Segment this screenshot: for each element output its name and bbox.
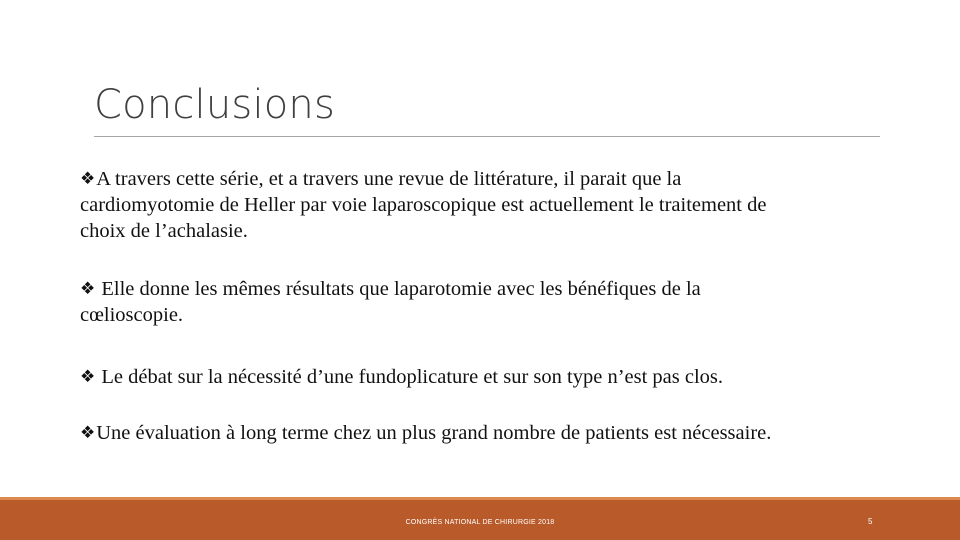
bullet-paragraph-2 <box>80 276 900 328</box>
bullet-3-line-1: Le débat sur la nécessité d’une fundoplicature et sur son type n’est pas clos. <box>96 366 724 388</box>
title-divider <box>94 136 880 137</box>
bullet-1-line-3: choix de l’achalasie. <box>80 220 248 242</box>
bullet-paragraph-1 <box>80 166 900 244</box>
diamond-bullet-icon: ❖ <box>80 423 96 442</box>
bullet-paragraph-4 <box>80 420 900 446</box>
bullet-2-line-2: cœlioscopie. <box>80 304 184 326</box>
bullet-1-line-1: A travers cette série, et a travers une revue de littérature, il parait que la <box>96 168 682 190</box>
bullet-1-line-2: cardiomyotomie de Heller par voie laparoscopique est actuellement le traitement de <box>80 194 767 216</box>
diamond-bullet-icon: ❖ <box>80 169 96 188</box>
bullet-2-line-1: Elle donne les mêmes résultats que laparotomie avec les bénéfiques de la <box>96 278 701 300</box>
page-number: 5 <box>868 517 873 526</box>
diamond-bullet-icon: ❖ <box>80 367 96 386</box>
bullet-paragraph-3 <box>80 364 900 390</box>
slide-title: Conclusions <box>94 82 336 128</box>
diamond-bullet-icon: ❖ <box>80 279 96 298</box>
bullet-4-line-1: Une évaluation à long terme chez un plus grand nombre de patients est nécessaire. <box>96 422 772 444</box>
footer-text: CONGRÈS NATIONAL DE CHIRURGIE 2018 <box>405 519 555 526</box>
